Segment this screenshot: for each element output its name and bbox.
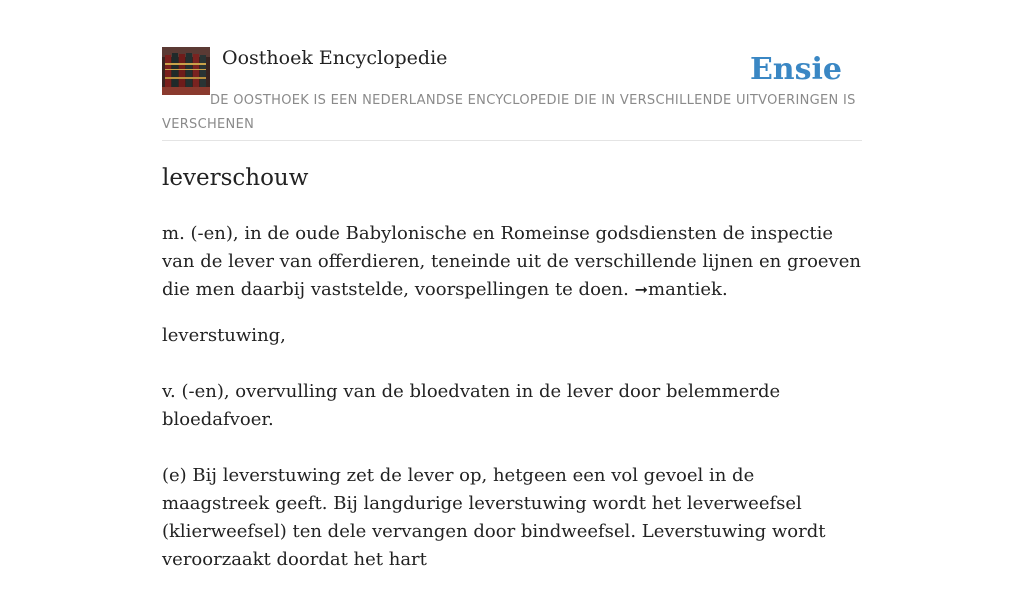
entry2-definition: v. (-en), overvulling van de bloedvaten in de lever door belemmerde bloedafvoer.	[162, 381, 781, 430]
site-tagline: DE OOSTHOEK IS EEN NEDERLANDSE ENCYCLOPEDIE DIE IN VERSCHILLENDE UITVOERINGEN IS VERSCHENEN	[162, 93, 856, 132]
arrow-right-icon: ➞	[634, 280, 649, 299]
encyclopedia-books-avatar-icon[interactable]	[162, 47, 210, 95]
entry-title: leverschouw	[162, 165, 309, 191]
site-header	[162, 45, 862, 141]
entry2-headword: leverstuwing,	[162, 325, 286, 346]
entry2-detail: (e) Bij leverstuwing zet de lever op, hetgeen een vol gevoel in de maagstreek geeft. Bij langdurige leverstuwing wordt het leverweefsel (klierweefsel) ten dele vervangen door bindweefsel. Leverstuwing wordt veroorzaakt doordat het hart	[162, 465, 826, 570]
cross-reference-link[interactable]: mantiek.	[648, 279, 728, 300]
site-name[interactable]: Oosthoek Encyclopedie	[222, 47, 448, 69]
entry-content	[162, 160, 867, 592]
brand-logo[interactable]: Ensie	[749, 52, 842, 87]
definition-text: m. (-en), in de oude Babylonische en Romeinse godsdiensten de inspectie van de lever van offerdieren, teneinde uit de verschillende lijnen en groeven die men daarbij vaststelde, voorspellingen te doen.	[162, 223, 861, 300]
entry-definition	[162, 220, 867, 304]
